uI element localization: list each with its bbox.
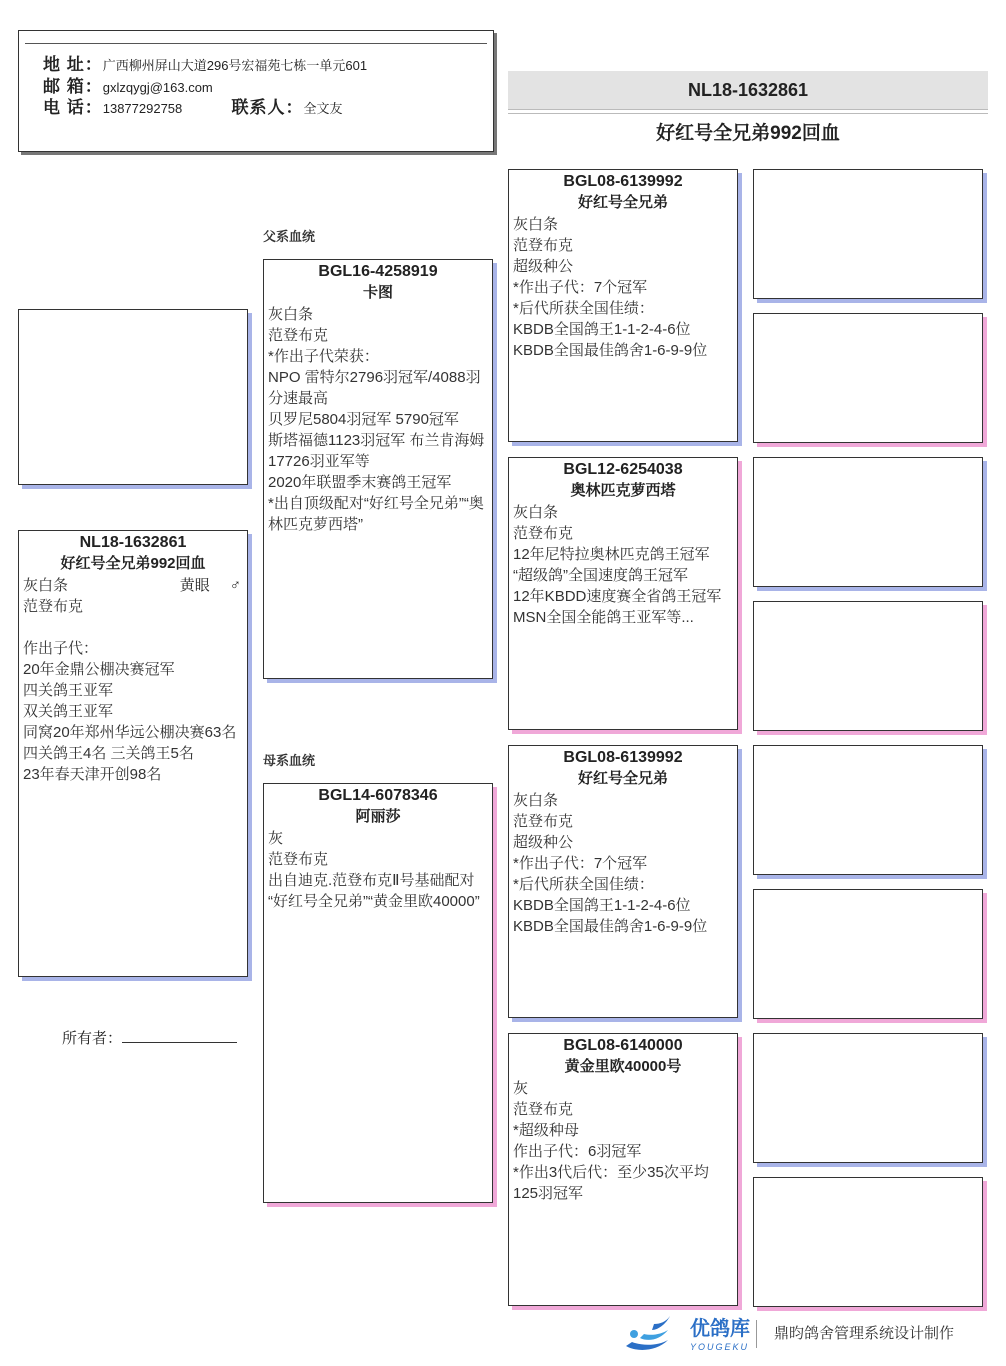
sire-line: NPO 雷特尔2796羽冠军/4088羽分速最高 xyxy=(268,369,481,407)
dam-line: 灰 xyxy=(268,830,284,847)
contact-person-label: 联系人： xyxy=(231,98,304,117)
gp-ds-line: KBDB全国最佳鸽舍1-6-9-9位 xyxy=(513,918,708,935)
subject-eye: 黄眼 xyxy=(179,577,210,594)
sire-details xyxy=(264,303,492,535)
gp-dd-line: 灰 xyxy=(513,1080,529,1097)
dam-line: 出自迪克.范登布克Ⅱ号基础配对 xyxy=(268,872,475,889)
gp-ss-ring-id: BGL08-6139992 xyxy=(563,173,683,190)
gp-sd-line: 12年尼特拉奥林匹克鸽王冠军 xyxy=(513,546,710,563)
address-label: 地 址： xyxy=(43,55,103,74)
sire-line: 斯塔福德1123羽冠军 布兰肯海姆17726羽亚军等 xyxy=(268,432,485,470)
footer-credit: 鼎昀鸽舍管理系统设计制作 xyxy=(774,1325,955,1342)
subject-line: 四关鸽王亚军 xyxy=(23,682,114,699)
subject-line: 双关鸽王亚军 xyxy=(23,703,114,720)
contact-person-value: 全文友 xyxy=(303,101,343,116)
gp-sd-line: 灰白条 xyxy=(513,504,559,521)
gp-ss-name: 好红号全兄弟 xyxy=(577,194,668,211)
sire-line: 范登布克 xyxy=(268,327,329,344)
address-row xyxy=(43,55,367,76)
gp-sd-line: MSN全国全能鸽王亚军等... xyxy=(513,609,694,626)
gp-ss-line: 范登布克 xyxy=(513,237,574,254)
subject-line: 作出子代： xyxy=(23,640,99,657)
gp-ss-line: *作出子代：7个冠军 xyxy=(513,279,648,296)
sire-line: *作出子代荣获： xyxy=(268,348,379,365)
subject-name: 好红号全兄弟992回血 xyxy=(60,555,206,572)
email-row xyxy=(43,77,213,98)
yougeku-logo-icon xyxy=(622,1312,682,1356)
dam-details xyxy=(264,827,492,912)
gp-dd-line: *作出3代后代：至少35次平均125羽冠军 xyxy=(513,1164,709,1202)
sire-card xyxy=(263,259,493,679)
gp-ds-line: KBDB全国鸽王1-1-2-4-6位 xyxy=(513,897,691,914)
sire-line: *出自顶级配对“好红号全兄弟”“奥林匹克萝西塔” xyxy=(268,495,484,533)
sire-line: 贝罗尼5804羽冠军 5790冠军 xyxy=(268,411,459,428)
gp-ds-line: *作出子代：7个冠军 xyxy=(513,855,648,872)
subject-details xyxy=(19,574,247,785)
phone-row xyxy=(43,98,343,119)
gp-ss-line: 灰白条 xyxy=(513,216,559,233)
address-value: 广西柳州屏山大道296号宏福苑七栋一单元601 xyxy=(102,58,368,73)
email-value[interactable]: gxlzqygj@163.com xyxy=(102,80,213,95)
sire-ring-id: BGL16-4258919 xyxy=(318,263,438,280)
ggp-card-3 xyxy=(753,457,983,587)
gp-ds-details xyxy=(509,789,737,937)
dam-name: 阿丽莎 xyxy=(355,808,401,825)
gp-sd-name: 奥林匹克萝西塔 xyxy=(570,482,676,499)
gp-ss-line: 超级种公 xyxy=(513,258,574,275)
header-ring-id: NL18-1632861 xyxy=(687,80,809,100)
subject-sex: ♂ xyxy=(229,577,241,594)
ggp-card-6 xyxy=(753,889,983,1019)
gp-sd-ring-id: BGL12-6254038 xyxy=(563,461,683,478)
ggp-card-7 xyxy=(753,1033,983,1163)
ggp-card-2 xyxy=(753,313,983,443)
gp-ds-ring-id: BGL08-6139992 xyxy=(563,749,683,766)
owner-label: 所有者： xyxy=(62,1030,123,1047)
gp-dd-line: 作出子代：6羽冠军 xyxy=(513,1143,642,1160)
phone-label: 电 话： xyxy=(43,98,103,117)
ggp-card-5 xyxy=(753,745,983,875)
grandsire-maternal-card xyxy=(508,745,738,1018)
ggp-card-8 xyxy=(753,1177,983,1307)
brand-name-en: YOUGEKU xyxy=(690,1342,750,1352)
gp-ds-line: *后代所获全国佳绩： xyxy=(513,876,654,893)
email-label: 邮 箱： xyxy=(43,77,103,96)
gp-sd-line: “超级鸽”全国速度鸽王冠军 xyxy=(513,567,688,584)
sire-line-label: 父系血统 xyxy=(263,229,316,244)
gp-sd-line: 范登布克 xyxy=(513,525,574,542)
sire-line: 灰白条 xyxy=(268,306,314,323)
dam-line: 范登布克 xyxy=(268,851,329,868)
owner-blank-line[interactable] xyxy=(122,1028,237,1043)
subject-card xyxy=(18,530,248,977)
phone-value: 13877292758 xyxy=(102,101,183,116)
gp-ds-line: 超级种公 xyxy=(513,834,574,851)
subject-color: 灰白条 xyxy=(23,577,69,594)
subject-spacer xyxy=(23,617,241,638)
grandsire-paternal-card xyxy=(508,169,738,442)
gp-dd-details xyxy=(509,1077,737,1204)
gp-ss-line: KBDB全国最佳鸽舍1-6-9-9位 xyxy=(513,342,708,359)
ggp-card-4 xyxy=(753,601,983,731)
dam-ring-id: BGL14-6078346 xyxy=(318,787,438,804)
owner-field xyxy=(62,1028,237,1049)
subject-achievements xyxy=(23,638,241,785)
gp-ds-line: 范登布克 xyxy=(513,813,574,830)
contact-box xyxy=(18,30,494,152)
gp-ds-name: 好红号全兄弟 xyxy=(577,770,668,787)
gp-sd-line: 12年KBDD速度赛全省鸽王冠军 xyxy=(513,588,722,605)
dam-card xyxy=(263,783,493,1203)
dam-line: “好红号全兄弟”“黄金里欧40000” xyxy=(268,893,480,910)
brand-name: 优鸽库 xyxy=(690,1318,750,1340)
gp-dd-name: 黄金里欧40000号 xyxy=(564,1058,682,1075)
gp-sd-details xyxy=(509,501,737,628)
gp-ss-line: *后代所获全国佳绩： xyxy=(513,300,654,317)
gp-dd-ring-id: BGL08-6140000 xyxy=(563,1037,683,1054)
dam-line-label: 母系血统 xyxy=(263,753,316,768)
granddam-paternal-card xyxy=(508,457,738,730)
contact-divider xyxy=(25,43,487,44)
gp-dd-line: 范登布克 xyxy=(513,1101,574,1118)
header-divider xyxy=(508,113,988,114)
subject-line: 23年春天津开创98名 xyxy=(23,766,162,783)
gp-dd-line: *超级种母 xyxy=(513,1122,579,1139)
gp-ds-line: 灰白条 xyxy=(513,792,559,809)
gp-ss-details xyxy=(509,213,737,361)
subject-line: 20年金鼎公棚决赛冠军 xyxy=(23,661,175,678)
sire-name: 卡图 xyxy=(362,284,393,301)
ggp-card-1 xyxy=(753,169,983,299)
footer-divider xyxy=(756,1320,757,1348)
photo-box xyxy=(18,309,248,485)
subject-breed: 范登布克 xyxy=(23,598,84,615)
sire-line: 2020年联盟季末赛鸽王冠军 xyxy=(268,474,452,491)
granddam-maternal-card xyxy=(508,1033,738,1306)
subject-eye-sex xyxy=(180,575,241,596)
subject-line: 四关鸽王4名 三关鸽王5名 xyxy=(23,745,194,762)
header-pigeon-name: 好红号全兄弟992回血 xyxy=(656,123,840,144)
subject-line: 同窝20年郑州华远公棚决赛63名 xyxy=(23,724,237,741)
subject-ring-id: NL18-1632861 xyxy=(79,534,187,551)
gp-ss-line: KBDB全国鸽王1-1-2-4-6位 xyxy=(513,321,691,338)
